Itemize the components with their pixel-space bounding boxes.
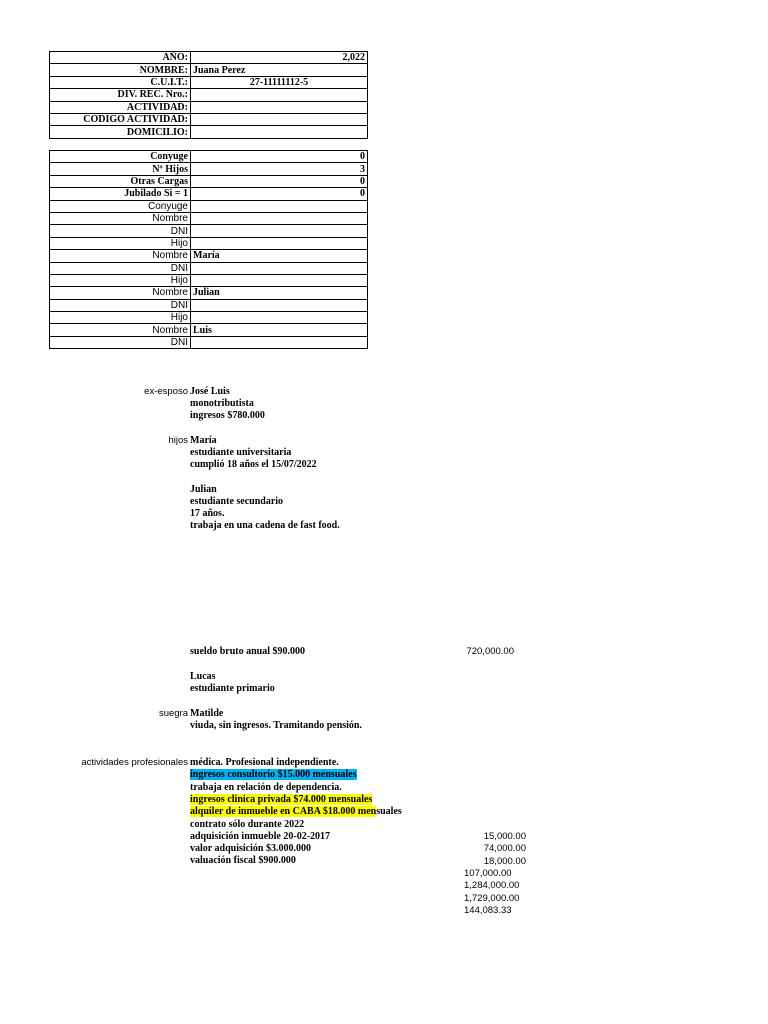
family-value[interactable]: 0 (191, 175, 368, 187)
header-row (50, 89, 368, 101)
family-label: Conyuge (50, 200, 191, 212)
family-row (50, 262, 368, 274)
family-value[interactable] (191, 312, 368, 324)
maria-birthday: cumplió 18 años el 15/07/2022 (190, 459, 317, 470)
lucas-study: estudiante primario (190, 683, 275, 694)
header-label: NOMBRE: (50, 64, 191, 76)
family-value[interactable] (191, 200, 368, 212)
header-row (50, 52, 368, 64)
family-row (50, 151, 368, 163)
family-dependents-table (49, 150, 368, 349)
actividad-line (190, 855, 296, 867)
family-label: Hijo (50, 237, 191, 249)
julian-age: 17 años. (190, 508, 225, 519)
actividad-line (190, 806, 402, 818)
suegra-label: suegra (158, 708, 188, 719)
family-value[interactable]: 0 (191, 188, 368, 200)
sueldo-text: sueldo bruto anual $90.000 (190, 646, 306, 657)
family-row (50, 188, 368, 200)
actividad-line (190, 782, 342, 794)
header-value[interactable] (191, 101, 368, 113)
family-value[interactable]: Luis (191, 324, 368, 336)
family-row (50, 336, 368, 348)
ex-esposo-name: José Luis (190, 386, 230, 397)
hijos-label: hijos (168, 435, 188, 446)
header-value[interactable] (191, 89, 368, 101)
family-value[interactable] (191, 225, 368, 237)
family-label: DNI (50, 336, 191, 348)
family-row (50, 274, 368, 286)
header-row (50, 113, 368, 125)
actividad-line (190, 794, 372, 806)
family-label: Otras Cargas (50, 175, 191, 187)
family-label: DNI (50, 225, 191, 237)
actividad-line (190, 819, 304, 831)
header-label: CODIGO ACTIVIDAD: (50, 113, 191, 125)
suegra-status: viuda, sin ingresos. Tramitando pensión. (190, 720, 362, 731)
actividad-line (190, 843, 311, 855)
actividad-text: adquisición inmueble 20-02-2017 (190, 830, 331, 842)
ex-esposo-status: monotributista (190, 398, 254, 409)
total-value: 1,729,000.00 (464, 892, 520, 904)
actividad-text: médica. Profesional independiente. (190, 757, 339, 768)
total-value: 1,284,000.00 (464, 880, 520, 892)
actividad-text-rest: suales (376, 806, 402, 818)
header-label: AÑO: (50, 52, 191, 64)
total-value: 144,083.33 (464, 904, 512, 916)
header-row (50, 101, 368, 113)
actividad-text: contrato sólo durante 2022 (190, 818, 305, 830)
header-value[interactable] (191, 126, 368, 138)
family-row (50, 212, 368, 224)
family-label: Hijo (50, 274, 191, 286)
header-label: DIV. REC. Nro.: (50, 89, 191, 101)
julian-job: trabaja en una cadena de fast food. (190, 520, 340, 531)
header-value[interactable]: 2,022 (191, 52, 368, 64)
family-value[interactable] (191, 262, 368, 274)
header-value[interactable] (191, 113, 368, 125)
header-label: DOMICILIO: (50, 126, 191, 138)
family-label: Nº Hijos (50, 163, 191, 175)
family-value[interactable] (191, 299, 368, 311)
family-value[interactable] (191, 212, 368, 224)
header-row (50, 64, 368, 76)
family-row (50, 324, 368, 336)
suegra-name: Matilde (190, 708, 224, 719)
actividad-text: ingresos consultorio $15.000 mensuales (190, 769, 357, 781)
total-value: 107,000.00 (464, 868, 512, 879)
family-label: Nombre (50, 250, 191, 262)
family-label: DNI (50, 299, 191, 311)
ex-esposo-income: ingresos $780.000 (190, 410, 265, 421)
family-label: DNI (50, 262, 191, 274)
header-label: C.U.I.T.: (50, 76, 191, 88)
family-row (50, 163, 368, 175)
header-value[interactable]: Juana Perez (191, 64, 368, 76)
family-row (50, 250, 368, 262)
family-label: Hijo (50, 312, 191, 324)
family-row (50, 287, 368, 299)
family-label: Nombre (50, 212, 191, 224)
julian-study: estudiante secundario (190, 496, 284, 507)
family-row (50, 299, 368, 311)
family-row (50, 237, 368, 249)
family-value[interactable]: María (191, 250, 368, 262)
actividad-text: alquiler de inmueble en CABA $18.000 men (190, 806, 377, 818)
monthly-value: 18,000.00 (483, 855, 526, 867)
actividad-line (190, 769, 357, 781)
actividad-text: valor adquisición $3.000.000 (190, 843, 311, 855)
family-row (50, 175, 368, 187)
actividades-label: actividades profesionales (81, 757, 188, 768)
actividad-text: trabaja en relación de dependencia. (190, 781, 342, 793)
family-row (50, 200, 368, 212)
maria-study: estudiante universitaria (190, 447, 292, 458)
actividad-line (190, 757, 339, 769)
monthly-value: 74,000.00 (483, 843, 526, 855)
header-label: ACTIVIDAD: (50, 101, 191, 113)
family-row (50, 225, 368, 237)
monthly-value: 15,000.00 (483, 831, 526, 842)
family-value[interactable] (191, 336, 368, 348)
taxpayer-info-table (49, 51, 368, 139)
sueldo-value: 720,000.00 (466, 646, 514, 657)
actividad-text: valuación fiscal $900.000 (190, 855, 296, 867)
family-label: Conyuge (50, 151, 191, 163)
header-row (50, 76, 368, 88)
family-value[interactable] (191, 274, 368, 286)
family-value[interactable] (191, 237, 368, 249)
header-row (50, 126, 368, 138)
family-value[interactable]: Julian (191, 287, 368, 299)
maria-name: María (190, 435, 217, 446)
family-row (50, 312, 368, 324)
actividad-text: ingresos clinica privada $74.000 mensuales (190, 793, 373, 805)
actividad-line (190, 831, 330, 843)
family-value[interactable]: 3 (191, 163, 368, 175)
ex-esposo-label: ex-esposo (144, 386, 188, 397)
header-value[interactable]: 27-11111112-5 (191, 76, 368, 88)
family-label: Nombre (50, 324, 191, 336)
family-label: Nombre (50, 287, 191, 299)
family-label: Jubilado Si = 1 (50, 188, 191, 200)
lucas-name: Lucas (190, 671, 216, 682)
julian-name: Julian (190, 484, 217, 495)
family-value[interactable]: 0 (191, 151, 368, 163)
